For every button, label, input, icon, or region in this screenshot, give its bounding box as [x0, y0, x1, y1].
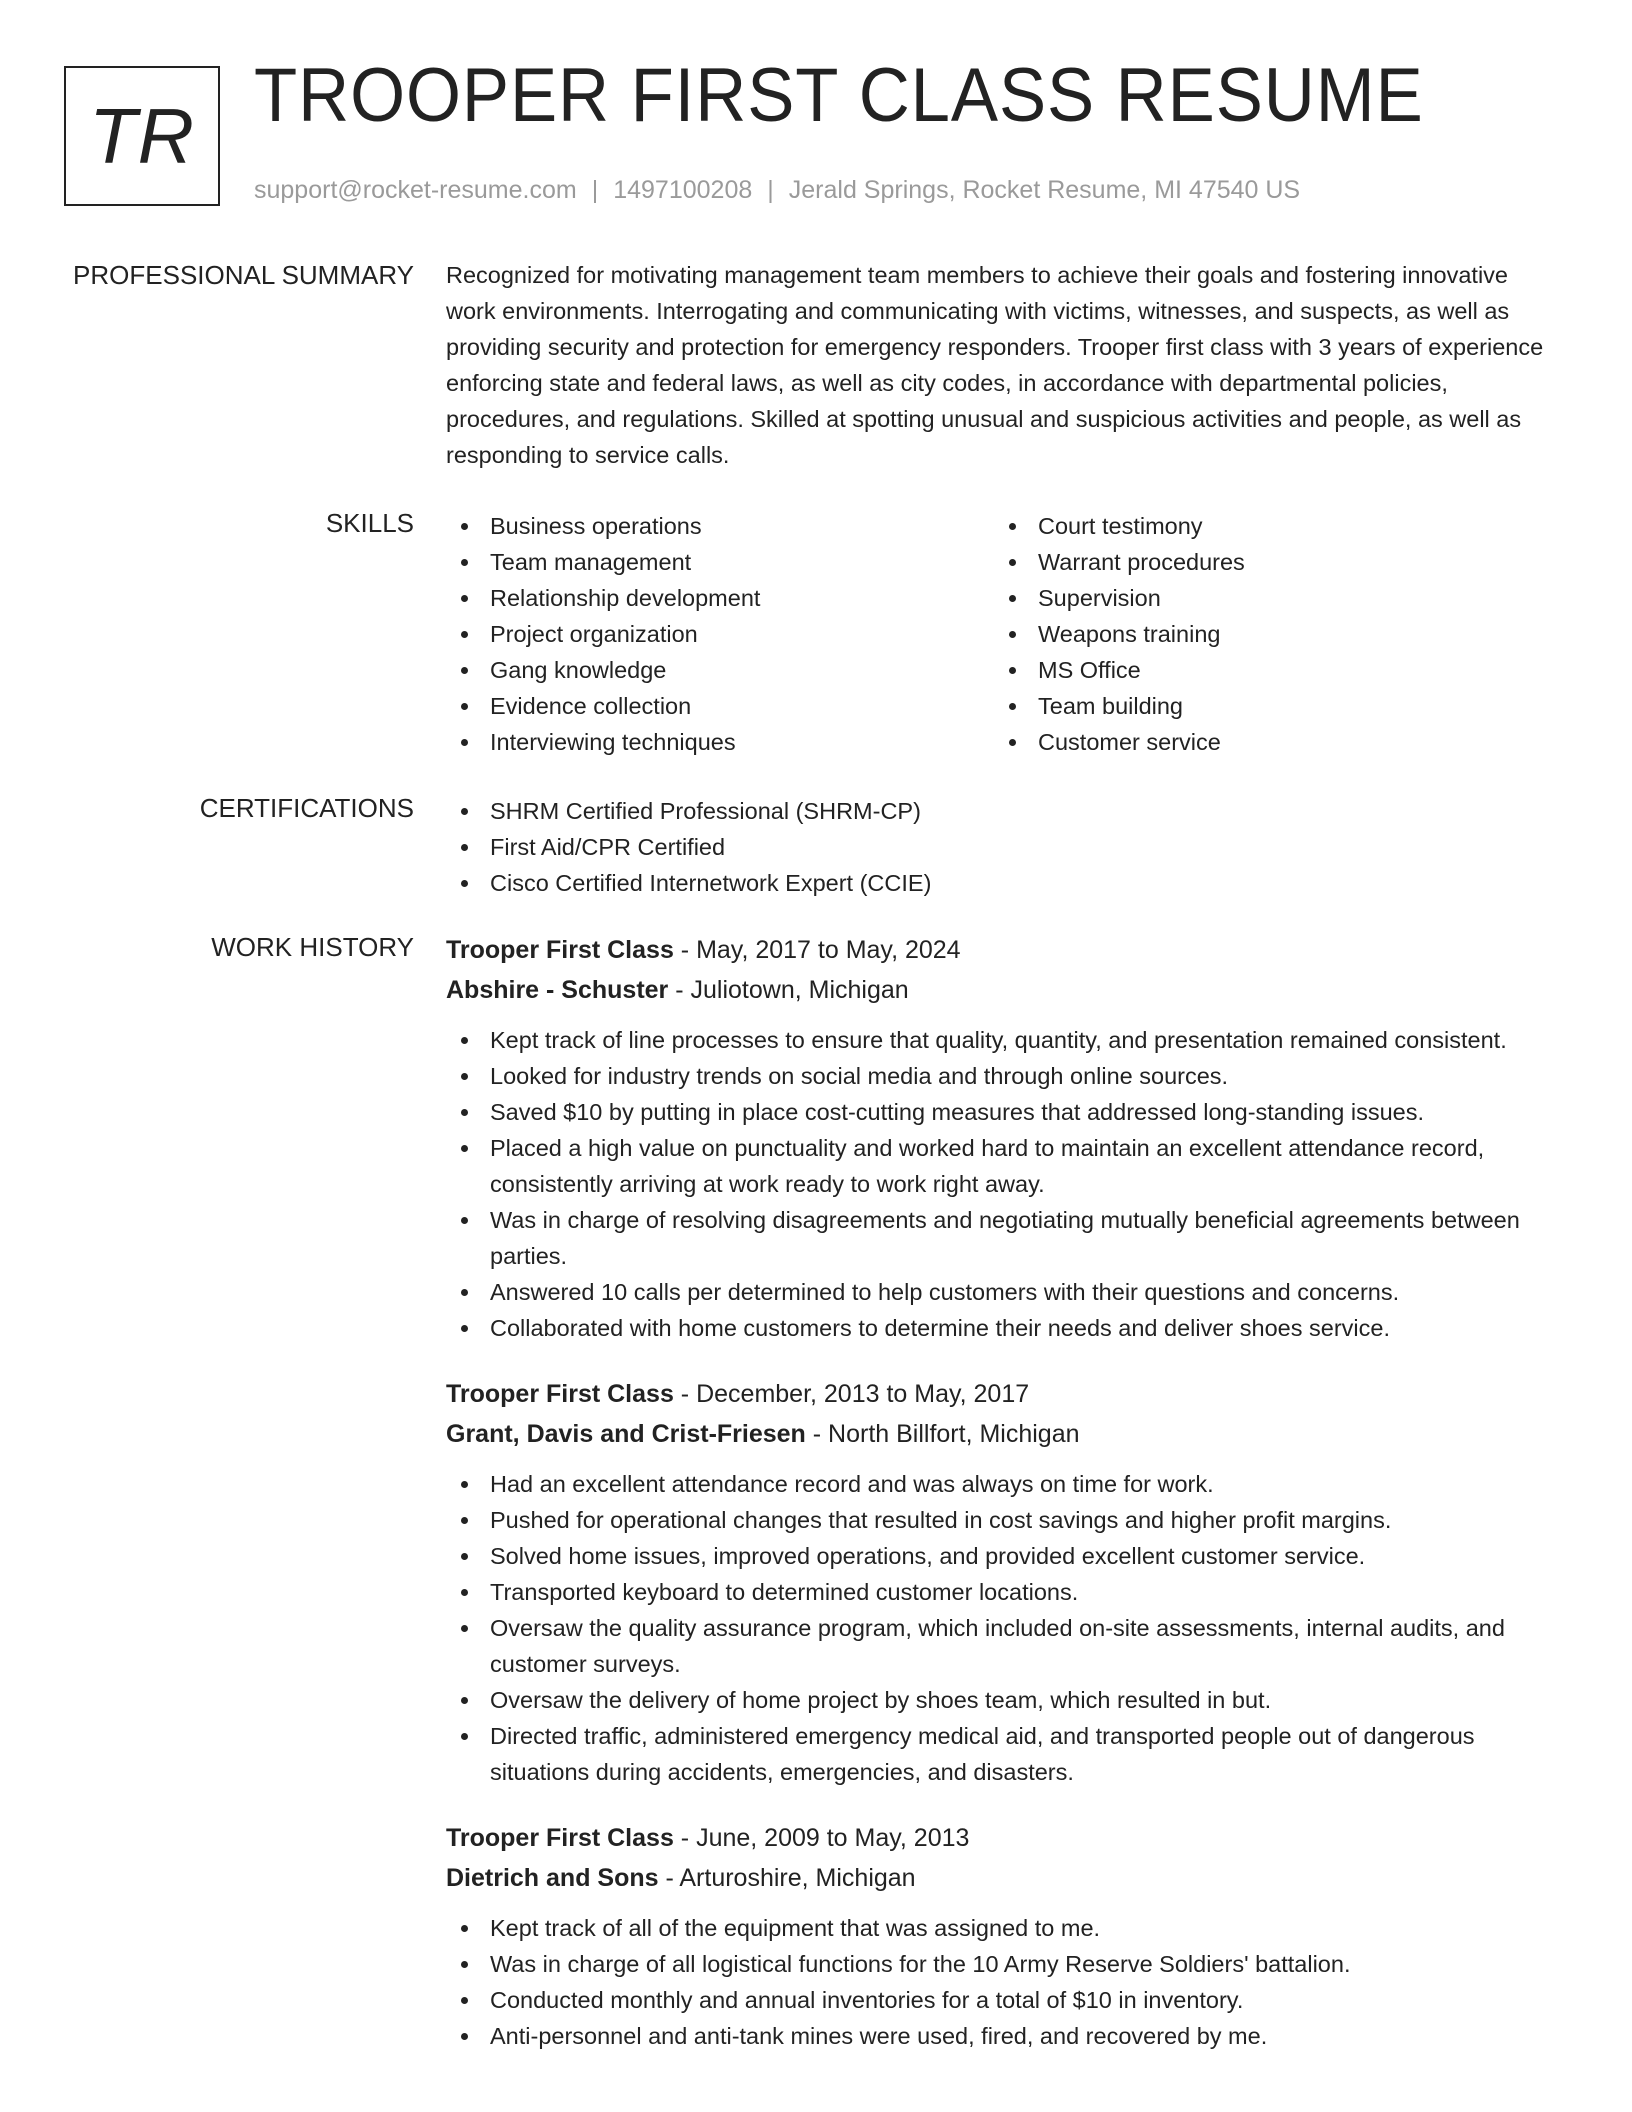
list-item: Supervision: [994, 580, 1542, 616]
job-company-line: [446, 1858, 1556, 1898]
list-item: Answered 10 calls per determined to help customers with their questions and concerns.: [446, 1274, 1556, 1310]
list-item: Project organization: [446, 616, 994, 652]
contact-address: Jerald Springs, Rocket Resume, MI 47540 US: [788, 176, 1301, 204]
list-item: Had an excellent attendance record and was always on time for work.: [446, 1466, 1556, 1502]
job-dates: - May, 2017 to May, 2024: [673, 936, 961, 964]
list-item: Relationship development: [446, 580, 994, 616]
list-item: Oversaw the delivery of home project by shoes team, which resulted in but.: [446, 1682, 1556, 1718]
skills-body: [446, 508, 1556, 760]
list-item: Court testimony: [994, 508, 1542, 544]
list-item: Anti-personnel and anti-tank mines were used, fired, and recovered by me.: [446, 2018, 1556, 2054]
skills-list-right: [994, 508, 1542, 760]
certifications-list: [446, 793, 1556, 901]
list-item: Solved home issues, improved operations, and provided excellent customer service.: [446, 1538, 1556, 1574]
list-item: Directed traffic, administered emergency medical aid, and transported people out of dangerous situations during accidents, emergencies, and disasters.: [446, 1718, 1556, 1790]
list-item: Collaborated with home customers to determine their needs and deliver shoes service.: [446, 1310, 1556, 1346]
list-item: Transported keyboard to determined customer locations.: [446, 1574, 1556, 1610]
contact-email: support@rocket-resume.com: [254, 176, 577, 204]
skills-heading: SKILLS: [325, 508, 414, 538]
list-item: Saved $10 by putting in place cost-cutting measures that addressed long-standing issues.: [446, 1094, 1556, 1130]
job-bullets: [446, 1466, 1556, 1790]
list-item: Kept track of all of the equipment that was assigned to me.: [446, 1910, 1556, 1946]
monogram-initials: TR: [89, 91, 195, 180]
job-title: Trooper First Class: [446, 1380, 674, 1408]
job-bullets: [446, 1022, 1556, 1346]
job-title: Trooper First Class: [446, 936, 674, 964]
list-item: Cisco Certified Internetwork Expert (CCIE): [446, 865, 1556, 901]
job-company-line: [446, 1414, 1556, 1454]
job-dates: - December, 2013 to May, 2017: [673, 1380, 1030, 1408]
job-location: - North Billfort, Michigan: [805, 1420, 1080, 1448]
list-item: Was in charge of resolving disagreements and negotiating mutually beneficial agreements between parties.: [446, 1202, 1556, 1274]
list-item: Kept track of line processes to ensure that quality, quantity, and presentation remained consistent.: [446, 1022, 1556, 1058]
job-location: - Juliotown, Michigan: [668, 976, 909, 1004]
job-title: Trooper First Class: [446, 1824, 674, 1852]
list-item: Pushed for operational changes that resulted in cost savings and higher profit margins.: [446, 1502, 1556, 1538]
job-entry: [446, 930, 1556, 1346]
list-item: Conducted monthly and annual inventories for a total of $10 in inventory.: [446, 1982, 1556, 2018]
job-company: Dietrich and Sons: [446, 1864, 659, 1892]
list-item: Oversaw the quality assurance program, which included on-site assessments, internal audits, and customer surveys.: [446, 1610, 1556, 1682]
job-entry: [446, 1374, 1556, 1790]
contact-separator: |: [767, 176, 774, 204]
list-item: Warrant procedures: [994, 544, 1542, 580]
job-entry: [446, 1818, 1556, 2054]
summary-body: [446, 257, 1556, 473]
summary-heading: PROFESSIONAL SUMMARY: [73, 260, 414, 290]
list-item: Weapons training: [994, 616, 1542, 652]
monogram-logo: [64, 66, 220, 206]
work-history-body: [446, 930, 1556, 2082]
list-item: First Aid/CPR Certified: [446, 829, 1556, 865]
list-item: Placed a high value on punctuality and worked hard to maintain an excellent attendance record, consistently arriving at work ready to work right away.: [446, 1130, 1556, 1202]
list-item: Was in charge of all logistical functions for the 10 Army Reserve Soldiers' battalion.: [446, 1946, 1556, 1982]
list-item: Team management: [446, 544, 994, 580]
resume-title: TROOPER FIRST CLASS RESUME: [254, 53, 1424, 138]
job-title-line: [446, 1374, 1556, 1414]
list-item: Gang knowledge: [446, 652, 994, 688]
job-company: Abshire - Schuster: [446, 976, 669, 1004]
job-company-line: [446, 970, 1556, 1010]
list-item: Looked for industry trends on social media and through online sources.: [446, 1058, 1556, 1094]
list-item: Customer service: [994, 724, 1542, 760]
job-title-line: [446, 1818, 1556, 1858]
job-location: - Arturoshire, Michigan: [658, 1864, 916, 1892]
job-company: Grant, Davis and Crist-Friesen: [446, 1420, 806, 1448]
work-history-heading: WORK HISTORY: [211, 932, 414, 962]
summary-text: Recognized for motivating management team members to achieve their goals and fostering innovative work environments. Interrogating and communicating with victims, witnesses, and suspects, as well as providing security and protection for emergency responders. Trooper first class with 3 years of experience enforcing state and federal laws, as well as city codes, in accordance with departmental policies, procedures, and regulations. Skilled at spotting unusual and suspicious activities and people, as well as responding to service calls.: [446, 262, 1544, 468]
list-item: Interviewing techniques: [446, 724, 994, 760]
list-item: Team building: [994, 688, 1542, 724]
certifications-body: [446, 793, 1556, 901]
contact-phone: 1497100208: [613, 176, 753, 204]
skills-list-left: [446, 508, 994, 760]
list-item: SHRM Certified Professional (SHRM-CP): [446, 793, 1556, 829]
job-dates: - June, 2009 to May, 2013: [673, 1824, 970, 1852]
contact-separator: |: [591, 176, 599, 204]
certifications-heading: CERTIFICATIONS: [199, 793, 414, 823]
list-item: Evidence collection: [446, 688, 994, 724]
list-item: MS Office: [994, 652, 1542, 688]
job-title-line: [446, 930, 1556, 970]
contact-line: [254, 176, 1300, 205]
job-bullets: [446, 1910, 1556, 2054]
list-item: Business operations: [446, 508, 994, 544]
